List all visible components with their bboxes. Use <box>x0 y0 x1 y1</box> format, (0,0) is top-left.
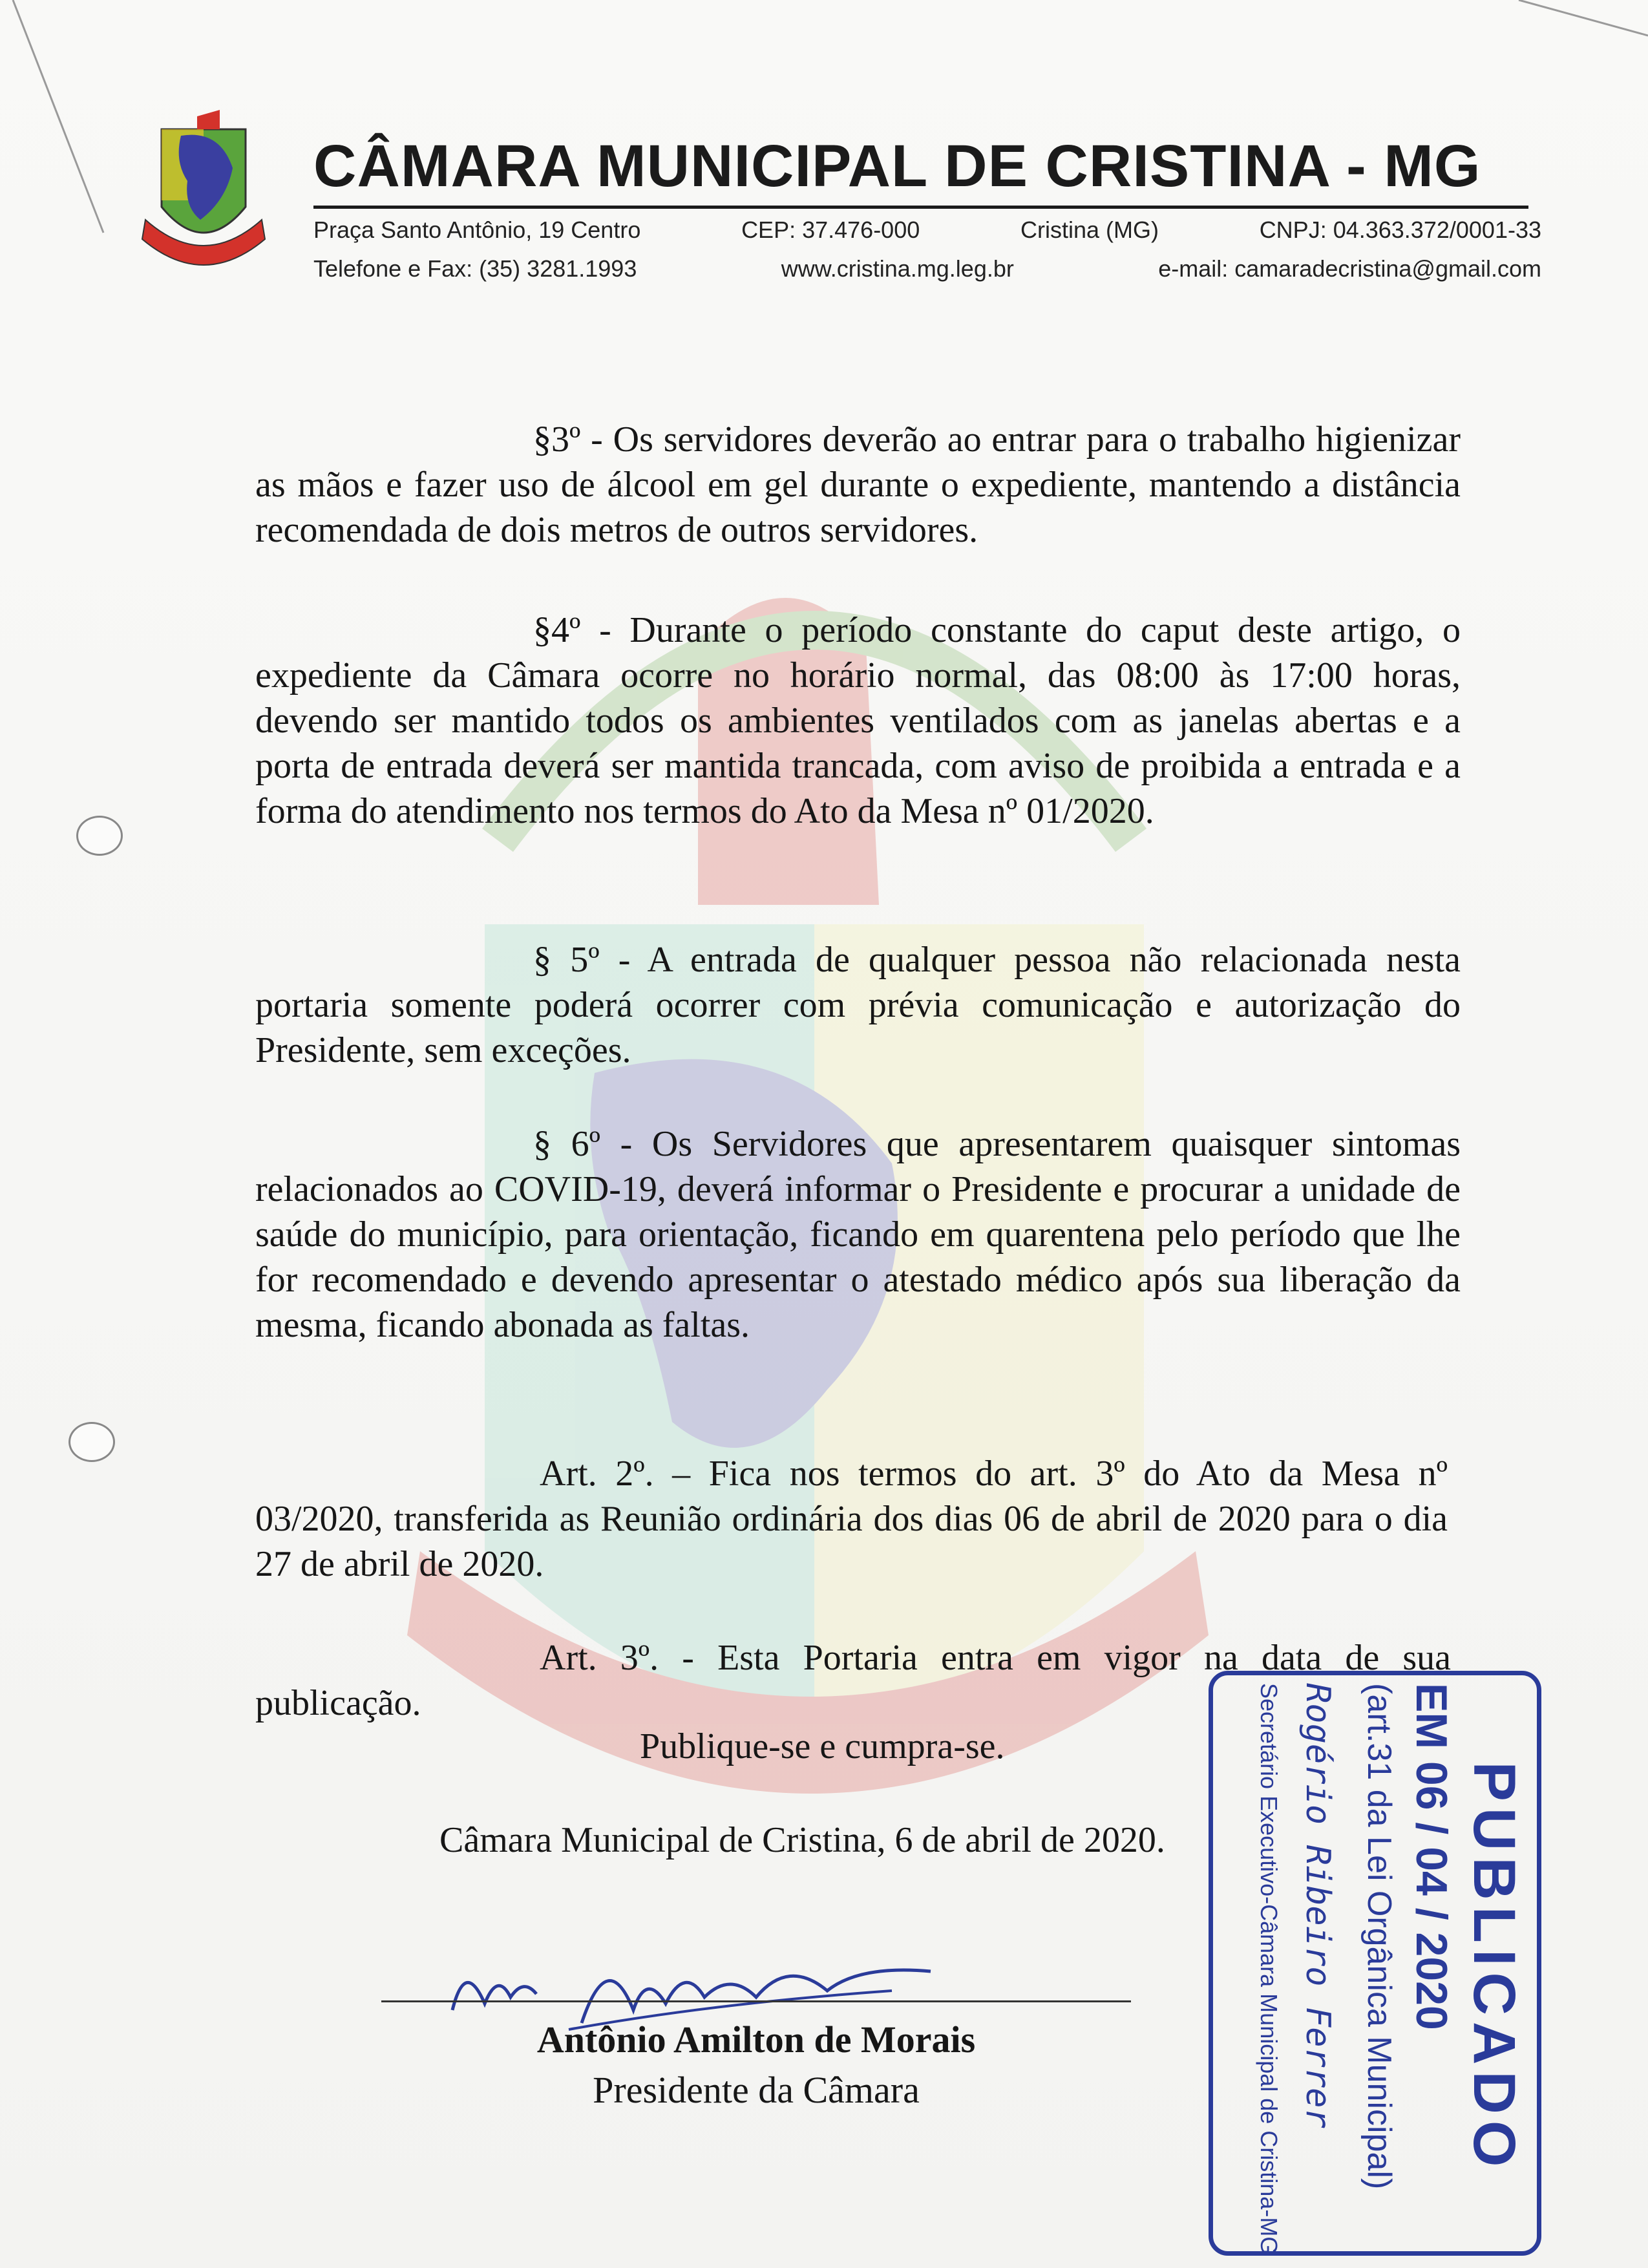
stamp-signer: Rogério Ribeiro Ferrer <box>1298 1683 1337 2128</box>
place-date-line: Câmara Municipal de Cristina, 6 de abril de 2020. <box>439 1820 1165 1860</box>
stamp-law-reference: (art.31 da Lei Orgânica Municipal) <box>1360 1683 1398 2190</box>
header-divider <box>313 206 1528 209</box>
cnpj-text: CNPJ: 04.363.372/0001-33 <box>1259 217 1541 243</box>
article-3-text: Art. 3º. - Esta Portaria entra em vigor na data de sua publicação. <box>255 1638 1451 1723</box>
stamp-signer-role: Secretário Executivo-Câmara Municipal de Cristina-MG <box>1256 1683 1282 2255</box>
camara-coat-of-arms-logo <box>136 110 271 278</box>
website-text: www.cristina.mg.leg.br <box>781 255 1014 282</box>
punch-hole-top <box>76 816 123 856</box>
article-2-text: Art. 2º. – Fica nos termos do art. 3º do Ato da Mesa nº 03/2020, transferida as Reunião ordinária dos dias 06 de abril de 2020 para o dia 27 de abril de 2020. <box>255 1454 1448 1584</box>
publique-line: Publique-se e cumpra-se. <box>640 1726 1005 1766</box>
address-text: Praça Santo Antônio, 19 Centro <box>313 217 641 243</box>
article-2 <box>255 1451 1448 1587</box>
paragraph-3 <box>255 417 1461 553</box>
signatory-name: Antônio Amilton de Morais <box>536 2019 976 2061</box>
signature-line <box>381 2000 1131 2002</box>
header-contact-line-2 <box>313 255 1541 282</box>
stamp-date: EM 06 / 04 / 2020 <box>1407 1683 1456 2030</box>
signatory-role: Presidente da Câmara <box>593 2069 920 2111</box>
paragraph-3-text: §3º - Os servidores deverão ao entrar para o trabalho higienizar as mãos e fazer uso de álcool em gel durante o expediente, mantendo a distância recomendada de dois metros de outros servidores. <box>255 419 1461 550</box>
institution-title: CÂMARA MUNICIPAL DE CRISTINA - MG <box>313 133 1481 199</box>
cep-text: CEP: 37.476-000 <box>741 217 920 243</box>
header-contact-line-1 <box>313 217 1541 244</box>
phone-text: Telefone e Fax: (35) 3281.1993 <box>313 255 637 282</box>
paragraph-6 <box>255 1121 1461 1348</box>
email-text: e-mail: camaradecristina@gmail.com <box>1158 255 1541 282</box>
paragraph-6-text: § 6º - Os Servidores que apresentarem quaisquer sintomas relacionados ao COVID-19, deverá informar o Presidente e procurar a unidade de saúde do município, para orientação, ficando em quarentena pelo período que lhe for recomendado e devendo apresentar o atestado médico após sua liberação da mesma, ficando abonada as faltas. <box>255 1124 1461 1345</box>
city-text: Cristina (MG) <box>1020 217 1159 243</box>
stamp-title: PUBLICADO <box>1461 1761 1527 2174</box>
publicado-stamp <box>1209 1671 1541 2256</box>
paragraph-4-text: §4º - Durante o período constante do caput deste artigo, o expediente da Câmara ocorre no horário normal, das 08:00 às 17:00 horas, devendo ser mantido todos os ambientes ventilados com as janelas abertas e a porta de entrada deverá ser mantida trancada, com aviso de proibida a entrada e a forma do atendimento nos termos do Ato da Mesa nº 01/2020. <box>255 610 1461 831</box>
paragraph-4 <box>255 608 1461 834</box>
paragraph-5-text: § 5º - A entrada de qualquer pessoa não relacionada nesta portaria somente poderá ocorrer com prévia comunicação e autorização do Presidente, sem exceções. <box>255 940 1461 1070</box>
paragraph-5 <box>255 937 1461 1073</box>
punch-hole-bottom <box>69 1422 115 1462</box>
